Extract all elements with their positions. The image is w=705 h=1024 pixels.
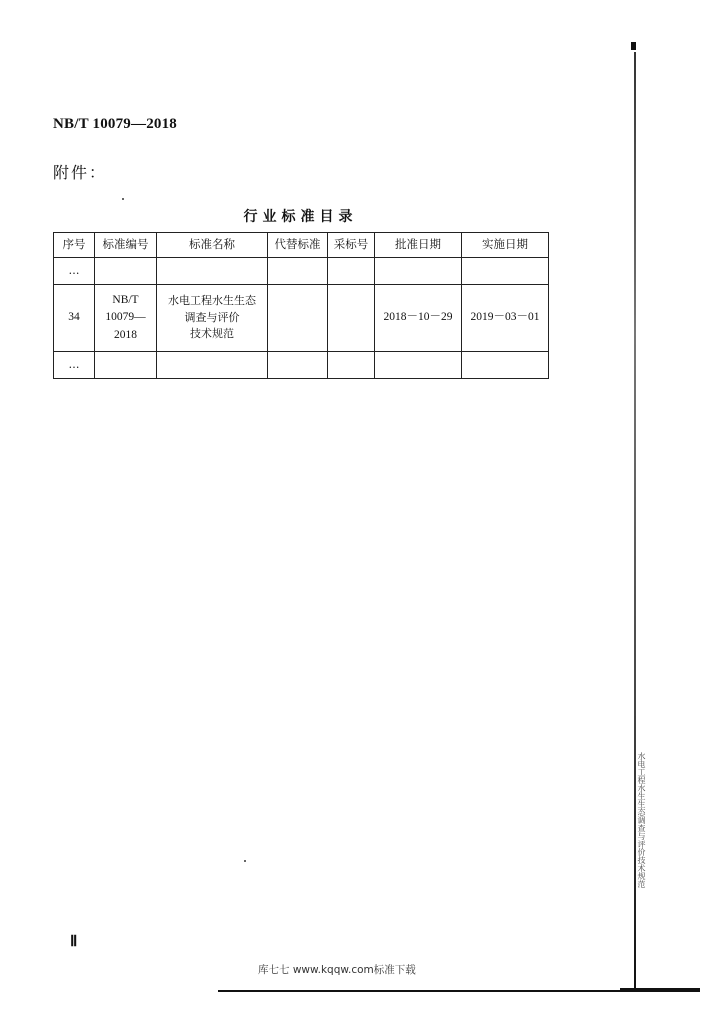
cell-implementation-date: 2019－03－01 [462,285,549,352]
table-header-row [54,233,549,258]
cell-seq: 34 [54,285,95,352]
name-line: 技术规范 [190,327,234,341]
cell-code [95,285,157,352]
col-header-adopted: 采标号 [328,233,375,258]
table-row [54,258,549,285]
cell-replaces [268,258,328,285]
cell-replaces [268,285,328,352]
side-margin-text: 水电工程水生生态调查与评价技术规范 [637,752,646,888]
table-row [54,285,549,352]
cell-code [95,352,157,379]
col-header-name: 标准名称 [157,233,268,258]
cell-name [157,258,268,285]
col-header-seq: 序号 [54,233,95,258]
cell-approval-date [375,258,462,285]
col-header-code: 标准编号 [95,233,157,258]
scan-speck [244,860,246,862]
cell-implementation-date [462,352,549,379]
cell-replaces [268,352,328,379]
cell-adopted [328,258,375,285]
cell-adopted [328,285,375,352]
cell-name [157,352,268,379]
col-header-approval-date: 批准日期 [375,233,462,258]
margin-mark [631,42,636,50]
bottom-rule-heavy [620,988,700,992]
catalog-title: 行业标准目录 [243,209,358,225]
code-line: NB/T [112,294,139,307]
footer-download-text: 库七七 www.kqqw.com标准下载 [258,964,416,976]
name-line: 调查与评价 [184,310,240,324]
table-row [54,352,549,379]
scan-speck [122,198,124,200]
cell-name [157,285,268,352]
cell-seq: … [54,352,95,379]
code-line: 2018 [114,328,137,341]
cell-approval-date [375,352,462,379]
col-header-implementation-date: 实施日期 [462,233,549,258]
cell-adopted [328,352,375,379]
cell-seq: … [54,258,95,285]
code-line: 10079— [105,311,146,324]
page-number: Ⅱ [70,934,78,950]
cell-code [95,258,157,285]
cell-approval-date: 2018－10－29 [375,285,462,352]
cell-implementation-date [462,258,549,285]
attachment-label: 附件： [53,163,108,182]
standard-code-header: NB/T 10079—2018 [53,116,177,132]
standards-catalog-table [53,232,549,379]
name-line: 水电工程水生生态 [168,294,256,308]
col-header-replaces: 代替标准 [268,233,328,258]
